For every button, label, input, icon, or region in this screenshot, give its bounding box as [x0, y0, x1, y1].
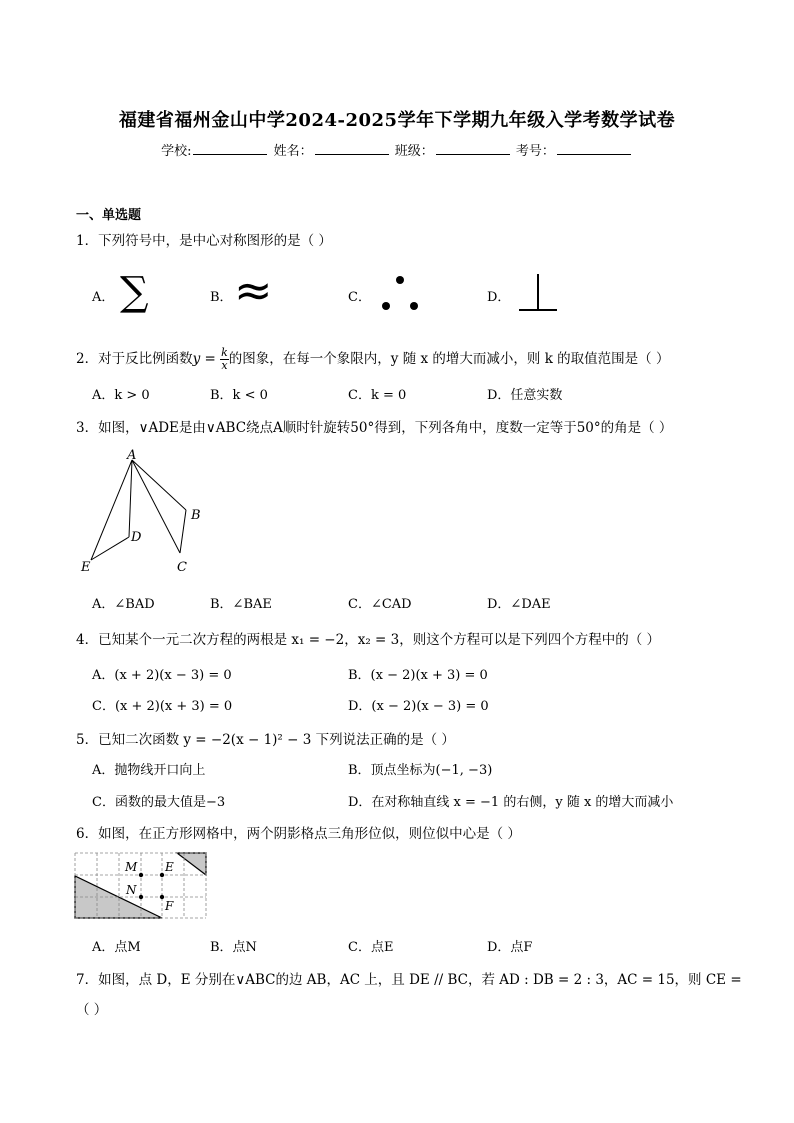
name-label: 姓名： [273, 144, 313, 159]
student-info-line [0, 140, 794, 159]
q5-option-a[interactable]: A．抛物线开口向上 [92, 763, 206, 778]
label-f: F [165, 899, 174, 913]
q6-stem: 6．如图，在正方形网格中，两个阴影格点三角形位似，则位似中心是（ ） [76, 826, 521, 842]
q2-option-a[interactable]: A．k > 0 [92, 388, 150, 403]
q3-option-c[interactable]: C．∠CAD [348, 597, 412, 612]
q4-option-c[interactable]: C．(x + 2)(x + 3) = 0 [92, 699, 233, 714]
q1-option-b[interactable]: B． [210, 290, 233, 305]
name-blank[interactable] [315, 142, 389, 155]
label-n: N [126, 883, 137, 897]
q5-option-d[interactable]: D．在对称轴直线 x = −1 的右侧，y 随 x 的增大而减小 [348, 795, 674, 810]
q2-option-d[interactable]: D．任意实数 [487, 388, 563, 403]
section-title: 一、单选题 [76, 208, 142, 223]
q3-option-a[interactable]: A．∠BAD [92, 597, 155, 612]
q6-grid-figure [74, 850, 210, 922]
label-b: B [191, 508, 201, 523]
q6-option-d[interactable]: D．点F [487, 940, 533, 955]
q3-rotation-figure [76, 444, 216, 578]
q5-stem: 5．已知二次函数 y = −2(x − 1)² − 3 下列说法正确的是（ ） [76, 732, 455, 748]
q6-option-b[interactable]: B．点N [210, 940, 257, 955]
exam-no-label: 考号： [515, 144, 555, 159]
q2-option-b[interactable]: B．k < 0 [210, 388, 268, 403]
q6-option-a[interactable]: A．点M [92, 940, 141, 955]
label-e: E [165, 860, 174, 874]
class-blank[interactable] [436, 142, 510, 155]
school-blank[interactable] [193, 142, 267, 155]
q3-option-d[interactable]: D．∠DAE [487, 597, 551, 612]
label-m: M [125, 860, 138, 874]
label-e: E [81, 560, 91, 575]
perpendicular-symbol [516, 272, 560, 314]
q2-option-c[interactable]: C．k = 0 [348, 388, 407, 403]
approx-symbol: ≈ [234, 263, 273, 317]
exam-no-blank[interactable] [557, 142, 631, 155]
q1-option-a[interactable]: A． [92, 290, 115, 305]
q1-option-d[interactable]: D． [487, 290, 511, 305]
q7-stem-continued: （ ） [76, 1002, 108, 1018]
label-d: D [131, 530, 142, 545]
school-label: 学校: [161, 144, 192, 159]
q4-option-a[interactable]: A．(x + 2)(x − 3) = 0 [92, 668, 232, 683]
q5-option-b[interactable]: B．顶点坐标为(−1, −3) [348, 763, 493, 778]
fraction-k-over-x: $\frac{k}{x}$ [221, 346, 228, 372]
sigma-symbol: ∑ [120, 269, 149, 315]
q4-stem: 4．已知某个一元二次方程的两根是 x₁ = −2，x₂ = 3，则这个方程可以是下列四个方程中的（ ） [76, 632, 660, 648]
q1-option-c[interactable]: C． [348, 290, 371, 305]
q2-stem: 2．对于反比例函数y = $\frac{k}{x}$ 的图象，在每一个象限内，y 随 x 的增大而减小，则 k 的取值范围是（ ） [76, 346, 670, 372]
q4-option-b[interactable]: B．(x − 2)(x + 3) = 0 [348, 668, 488, 683]
q3-option-b[interactable]: B．∠BAE [210, 597, 272, 612]
label-a: A [127, 448, 137, 463]
page-title: 福建省福州金山中学2024-2025学年下学期九年级入学考数学试卷 [118, 110, 676, 131]
three-dots-symbol [376, 272, 424, 314]
q1-stem: 1．下列符号中，是中心对称图形的是（ ） [76, 233, 332, 249]
q6-option-c[interactable]: C．点E [348, 940, 394, 955]
q7-stem: 7．如图，点 D，E 分别在∨ABC的边 AB，AC 上，且 DE // BC，若 AD : DB = 2 : 3，AC = 15，则 CE = [76, 972, 742, 988]
q5-option-c[interactable]: C．函数的最大值是−3 [92, 795, 226, 810]
class-label: 班级： [394, 144, 434, 159]
label-c: C [177, 560, 187, 575]
q4-option-d[interactable]: D．(x − 2)(x − 3) = 0 [348, 699, 489, 714]
q3-stem: 3．如图，∨ADE是由∨ABC绕点A顺时针旋转50°得到，下列各角中，度数一定等于50°的角是（ ） [76, 420, 673, 436]
